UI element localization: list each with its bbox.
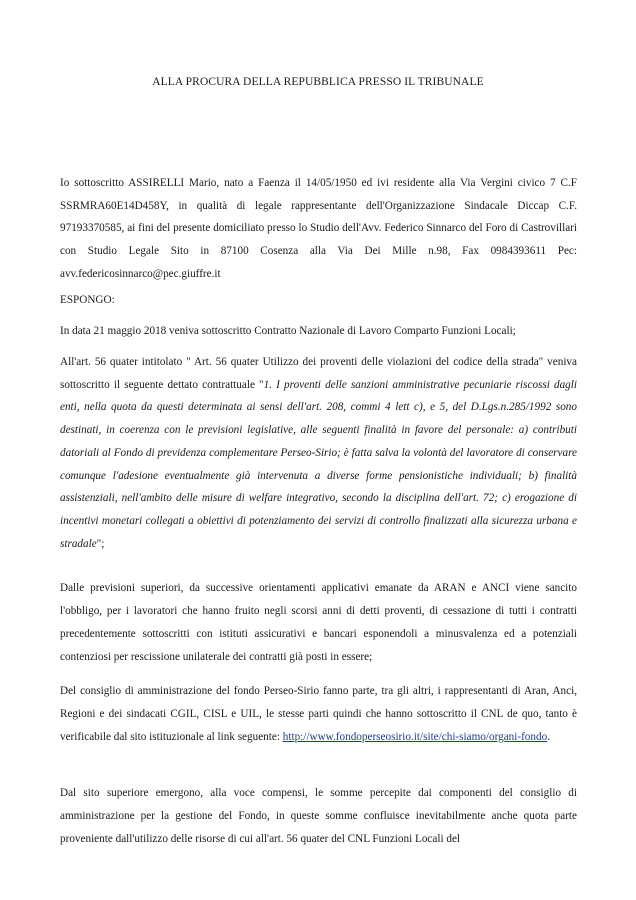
article-56-end: "; [96,537,105,550]
paragraph-obligation: Dalle previsioni superiori, da successive orientamenti applicativi emanate da ARAN e ANCI viene sancito l'obbligo, per i lavoratori che hanno fruito negli scorsi anni di detti proventi, di cessazione di tutti i contratti precedentemente sottoscritti con istituti assicurativi e bancari esponendoli a minusvalenza ed a potenziali contenziosi per rescissione unilaterale dei contratti già posti in essere; [60,582,577,663]
paragraph-espongo: ESPONGO: [60,294,115,306]
article-56-quote: 1. I proventi delle sanzioni amministrative pecuniarie riscossi dagli enti, nella quota da questi determinata ai sensi dell'art. 208, commi 4 lett c), e 5, del D.Lgs.n.285/1992 sono destinati, in coerenza con le previsioni legislative, alle seguenti finalità in favore del personale: a) contributi datoriali al Fondo di previdenza complementare Perseo-Sirio; è fatta salva la volontà del lavoratore di conservare comunque l'adesione eventualmente già intervenuta a diverse forme pensionistiche individuali; b) finalità assistenziali, nell'ambito delle misure di welfare integrativo, secondo la disciplina dell'art. 72; c) erogazione di incentivi monetari collegati a obiettivi di potenziamento dei servizi di controllo finalizzati alla sicurezza urbana e stradale [60,378,577,550]
paragraph-article-56 [60,351,577,555]
fondo-perseo-link[interactable]: http://www.fondoperseosirio.it/site/chi-siamo/organi-fondo [282,731,548,743]
paragraph-declarant: Io sottoscritto ASSIRELLI Mario, nato a Faenza il 14/05/1950 ed ivi residente alla Via Vergini civico 7 C.F SSRMRA60E14D458Y, in qualità di legale rappresentante dell'Organizzazione Sindacale Diccap C.F. 97193370585, ai fini del presente domiciliato presso lo Studio dell'Avv. Federico Sinnarco del Foro di Castrovillari con Studio Legale Sito in 87100 Cosenza alla Via Dei Mille n.98, Fax 0984393611 Pec: avv.federicosinnarco@pec.giuffre.it [60,177,577,280]
document-title: ALLA PROCURA DELLA REPUBBLICA PRESSO IL TRIBUNALE [152,76,484,88]
paragraph-contract-date: In data 21 maggio 2018 veniva sottoscritto Contratto Nazionale di Lavoro Comparto Funzioni Locali; [60,325,516,337]
article-56-intro: All'art. 56 quater intitolato " Art. 56 quater Utilizzo dei proventi delle violazioni del codice della strada" veniva sottoscritto il seguente dettato contrattuale " [60,356,577,391]
paragraph-compensation: Dal sito superiore emergono, alla voce compensi, le somme percepite dai componenti del consiglio di amministrazione per la gestione del Fondo, in queste somme confluisce inevitabilmente anche quota parte proveniente dall'utilizzo delle risorse di cui all'art. 56 quater del CNL Funzioni Locali del [60,787,577,845]
paragraph-board [60,680,577,749]
board-end: . [547,731,550,743]
board-text: Del consiglio di amministrazione del fondo Perseo-Sirio fanno parte, tra gli altri, i rappresentanti di Aran, Anci, Regioni e dei sindacati CGIL, CISL e UIL, le stesse parti quindi che hanno sottoscritto il CNL de quo, tanto è verificabile dal sito istituzionale al link seguente: [60,685,577,743]
